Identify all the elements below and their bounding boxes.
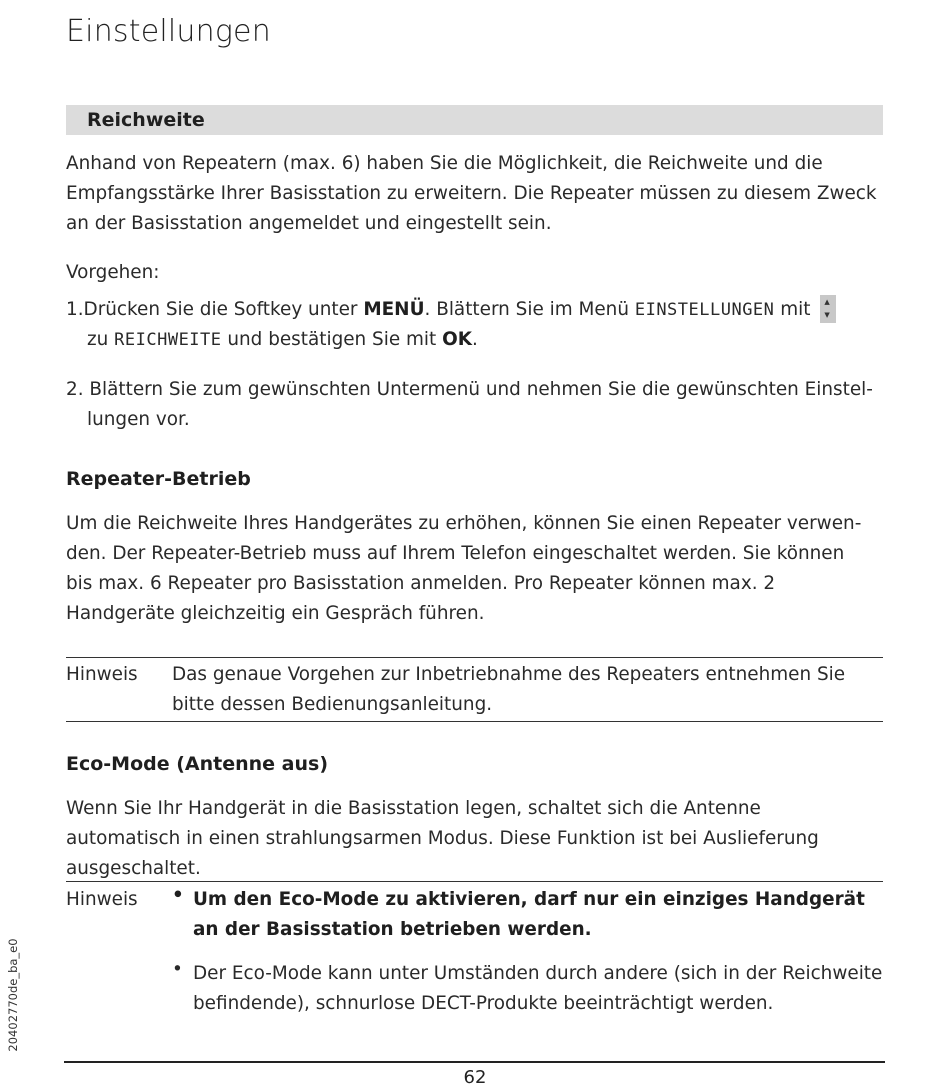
bullet-icon: • bbox=[172, 959, 183, 980]
note-top-rule bbox=[66, 657, 883, 658]
up-down-scroll-key-icon bbox=[820, 295, 836, 323]
eco-body: Wenn Sie Ihr Handgerät in die Basisstation legen, schaltet sich die Antenne automatisch in einen strahlungsarmen Modus. Diese Funktion ist bei Auslieferung ausgeschaltet. bbox=[66, 798, 819, 879]
step-2: 2. Blättern Sie zum gewünschten Untermenü und nehmen Sie die gewünschten Einstel- lungen vor. bbox=[66, 379, 873, 430]
eco-note-top-rule bbox=[66, 881, 883, 882]
eco-heading: Eco-Mode (Antenne aus) bbox=[66, 753, 329, 775]
ok-key-label: OK bbox=[442, 329, 472, 350]
note-label: Hinweis bbox=[66, 664, 138, 685]
note-bottom-rule bbox=[66, 721, 883, 722]
bullet-icon: • bbox=[172, 885, 184, 906]
section-intro: Anhand von Repeatern (max. 6) haben Sie die Möglichkeit, die Reichweite und die Empfangsstärke Ihrer Basisstation zu erweitern. Die Repeater müssen zu diesem Zweck an der Basisstation angemeldet und eingestellt sein. bbox=[66, 153, 877, 234]
step-2-number: 2. bbox=[66, 379, 84, 400]
up-arrow-icon: ▲ bbox=[824, 298, 830, 306]
step-1 bbox=[66, 295, 896, 355]
eco-note-bullet-1: Um den Eco-Mode zu aktivieren, darf nur ein einziges Handgerät an der Basisstation betrieben werden. bbox=[193, 889, 865, 940]
step-1-line-1: 1.Drücken Sie die Softkey unter MENÜ. Blättern Sie im Menü EINSTELLUNGEN mit ▲ ▼ bbox=[66, 295, 896, 325]
procedure-label: Vorgehen: bbox=[66, 262, 160, 283]
down-arrow-icon: ▼ bbox=[824, 311, 830, 319]
display-text-reichweite: REICHWEITE bbox=[114, 330, 222, 350]
section-header-bar bbox=[66, 105, 883, 135]
repeater-heading: Repeater-Betrieb bbox=[66, 468, 251, 490]
note-text: Das genaue Vorgehen zur Inbetriebnahme des Repeaters entnehmen Sie bitte dessen Bedienungsanleitung. bbox=[172, 664, 846, 715]
page-title: Einstellungen bbox=[66, 14, 271, 49]
display-text-einstellungen: EINSTELLUNGEN bbox=[634, 300, 775, 320]
page-number: 62 bbox=[463, 1067, 487, 1088]
document-code: 20402770de_ba_e0 bbox=[6, 938, 20, 1052]
repeater-body: Um die Reichweite Ihres Handgerätes zu erhöhen, können Sie einen Repeater verwen-den. Der Repeater-Betrieb muss auf Ihrem Telefon eingeschaltet werden. Sie können bis max. 6 Repeater pro Basisstation anmelden. Pro Repeater können max. 2 Handgeräte gleichzeitig ein Gespräch führen. bbox=[66, 513, 862, 624]
footer-rule bbox=[64, 1061, 885, 1063]
step-1-line-2: zu REICHWEITE und bestätigen Sie mit OK. bbox=[87, 329, 478, 350]
step-1-number: 1. bbox=[66, 299, 84, 320]
eco-note-label: Hinweis bbox=[66, 889, 138, 910]
eco-note-bullet-2: Der Eco-Mode kann unter Umständen durch andere (sich in der Reichweite befindende), schnurlose DECT-Produkte beeinträchtigt werden. bbox=[193, 963, 883, 1014]
section-title: Reichweite bbox=[87, 109, 205, 131]
menu-softkey-label: MENÜ bbox=[363, 299, 425, 320]
